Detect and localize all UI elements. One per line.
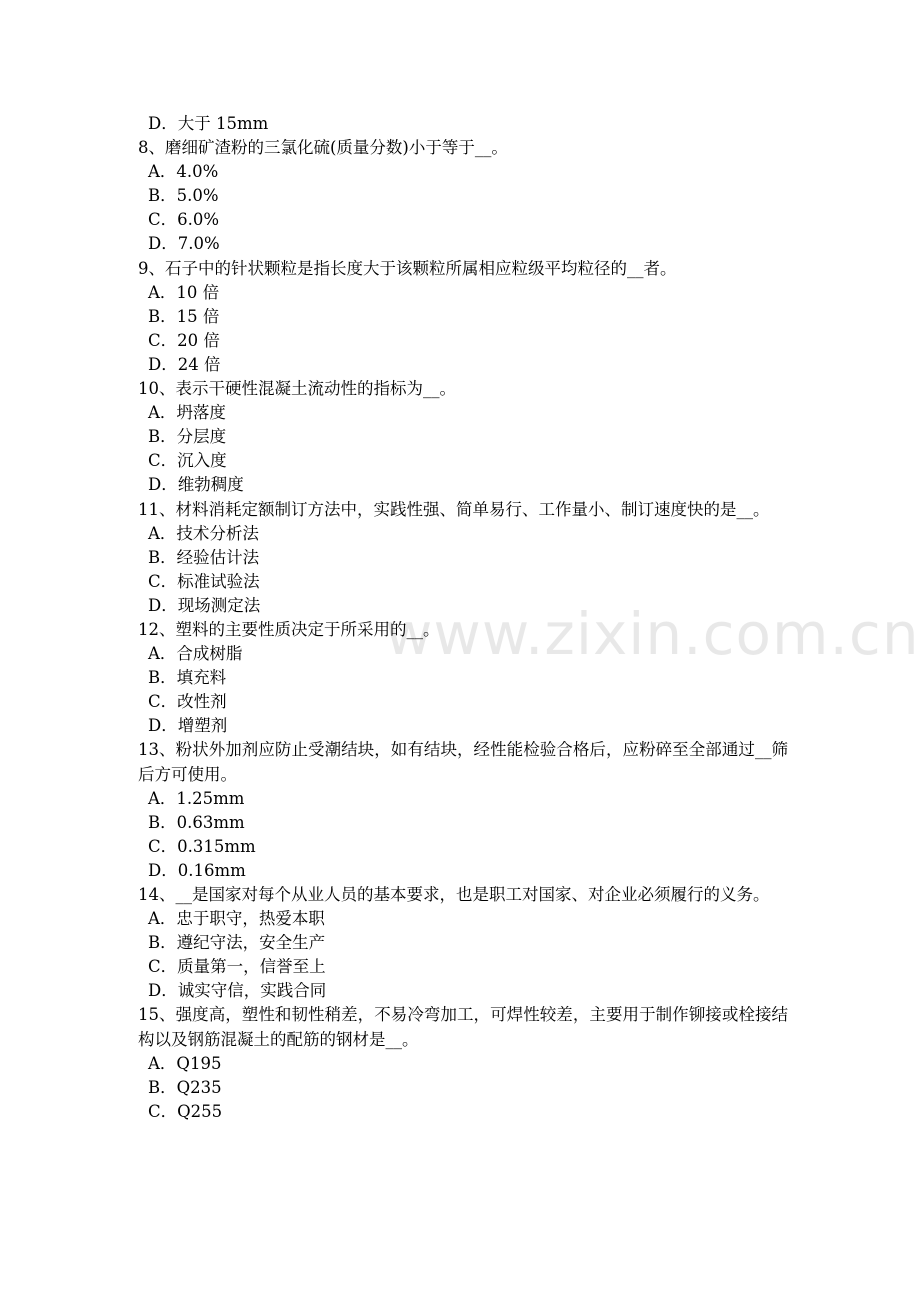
answer-option: D．大于 15mm <box>148 114 269 133</box>
answer-option: B．填充料 <box>148 668 227 688</box>
document-body <box>138 112 788 1124</box>
question-text: 15、强度高，塑性和韧性稍差，不易冷弯加工，可焊性较差，主要用于制作铆接或栓接结构以及钢筋混凝土的配筋的钢材是__。 <box>138 1005 788 1049</box>
answer-option: A．1.25mm <box>148 788 245 808</box>
answer-option: C．Q255 <box>148 1101 223 1121</box>
question-text: 12、塑料的主要性质决定于所采用的__。 <box>138 619 440 639</box>
answer-option: D．0.16mm <box>148 860 246 880</box>
question-text: 13、粉状外加剂应防止受潮结块，如有结块，经性能检验合格后，应粉碎至全部通过__筛后方可使用。 <box>138 740 788 784</box>
question-text: 9、石子中的针状颗粒是指长度大于该颗粒所属相应粒级平均粒径的__者。 <box>138 258 677 278</box>
answer-option: C．6.0% <box>148 210 220 230</box>
watermark: www.zixin.com.cn <box>385 600 920 668</box>
answer-option: B．5.0% <box>148 186 219 206</box>
answer-option: B．经验估计法 <box>148 547 260 567</box>
answer-option: A．技术分析法 <box>148 523 259 543</box>
answer-option: A．坍落度 <box>148 403 226 423</box>
answer-option: B．分层度 <box>148 427 227 447</box>
answer-option: C．沉入度 <box>148 451 227 471</box>
answer-option: A．4.0% <box>148 162 219 182</box>
question-text: 14、__是国家对每个从业人员的基本要求，也是职工对国家、对企业必须履行的义务。 <box>138 885 770 904</box>
answer-option: D．诚实守信，实践合同 <box>148 981 327 1001</box>
answer-option: D．24 倍 <box>148 354 221 374</box>
answer-option: D．现场测定法 <box>148 595 261 615</box>
answer-option: D．7.0% <box>148 234 220 254</box>
answer-option: A．合成树脂 <box>148 644 243 664</box>
answer-option: C．质量第一，信誉至上 <box>148 957 326 977</box>
answer-option: A．忠于职守，热爱本职 <box>148 909 325 929</box>
question-text: 11、材料消耗定额制订方法中，实践性强、简单易行、工作量小、制订速度快的是__。 <box>138 499 770 519</box>
answer-option: B．Q235 <box>148 1077 222 1097</box>
answer-option: C．标准试验法 <box>148 571 260 591</box>
answer-option: C．0.315mm <box>148 836 256 856</box>
question-text: 8、磨细矿渣粉的三氯化硫(质量分数)小于等于__。 <box>138 138 508 158</box>
answer-option: D．增塑剂 <box>148 716 228 736</box>
answer-option: A．10 倍 <box>148 282 220 302</box>
answer-option: C．改性剂 <box>148 692 227 712</box>
answer-option: B．0.63mm <box>148 812 245 832</box>
answer-option: A．Q195 <box>148 1053 222 1073</box>
answer-option: B．遵纪守法，安全生产 <box>148 933 326 953</box>
question-text: 10、表示干硬性混凝土流动性的指标为__。 <box>138 379 456 399</box>
answer-option: D．维勃稠度 <box>148 475 244 495</box>
answer-option: C．20 倍 <box>148 330 220 350</box>
answer-option: B．15 倍 <box>148 306 220 326</box>
